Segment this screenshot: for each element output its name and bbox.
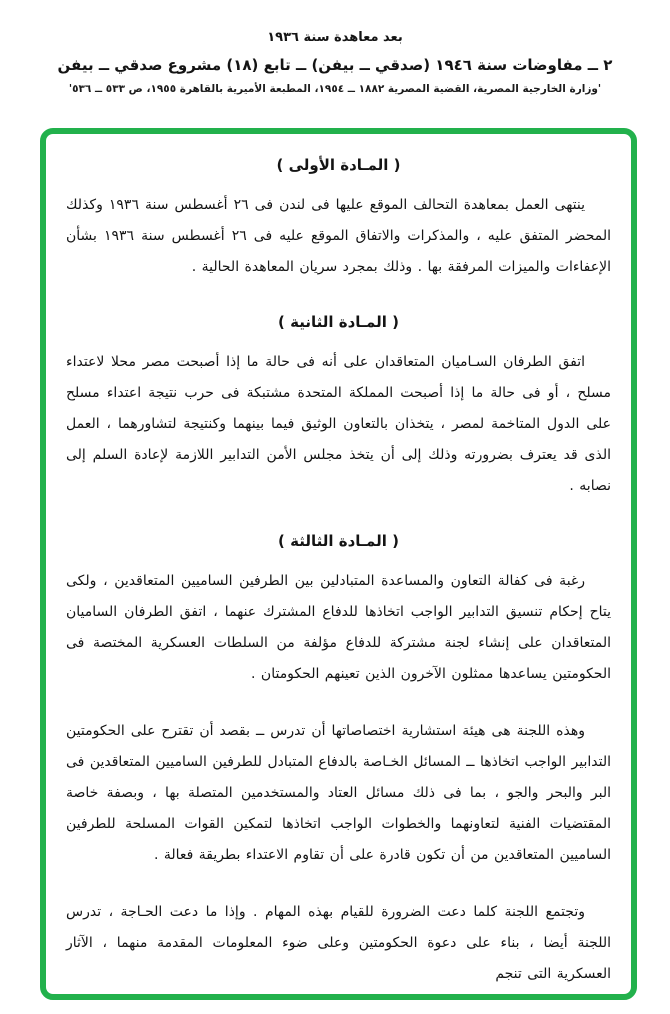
article-three-paragraph-3: وتجتمع اللجنة كلما دعت الضرورة للقيام بهذه المهام . وإذا ما دعت الحـاجة ، تدرس اللجنة أيضا ، بناء على دعوة الحكومتين وعلى ضوء المعلومات المقدمة منهما ، الآثار العسكرية التى تنجم [66,904,611,982]
header-treaty-year-line: بعد معاهدة سنة ١٩٣٦ [267,30,403,45]
article-three [66,532,611,990]
document-header [0,0,670,95]
article-two-paragraph: اتفق الطرفان السـاميان المتعاقدان على أنه فى حالة ما إذا أصبحت مصر محلا لاعتداء مسلح ، أو فى حالة ما إذا أصبحت المملكة المتحدة مشتبكة فى حرب نتيجة اعتداء مسلح على الدول المتاخمة لمصر ، يتخذان بالتعاون الوثيق فيما بينهما وكنتيجة لتشاورهما ، العمل الذى قد يعترف بضرورته وذلك إلى أن يتخذ مجلس الأمن التدابير اللازمة لإعادة السلم إلى نصابه . [66,354,611,494]
article-three-paragraph-2: وهذه اللجنة هى هيئة استشارية اختصاصاتها أن تدرس ــ بقصد أن تقترح على الحكومتين التدابير الواجب اتخاذها ــ المسائل الخـاصة بالدفاع المتبادل للطرفين الساميين المتعاقدين فى البر والبحر والجو ، بما فى ذلك مسائل العتاد والمستخدمين المتصلة بها ، وبصفة خاصة المقتضيات الفنية لتعاونهما والخطوات الواجب اتخاذها لتمكين القوات المسلحة للطرفين الساميين المتعاقدين من أن تكون قادرة على أن تقاوم الاعتداء بطريقة فعالة . [66,723,611,863]
article-one-title: ( المـادة الأولى ) [276,156,401,174]
article-two [66,313,611,502]
article-one-paragraph: ينتهى العمل بمعاهدة التحالف الموقع عليها فى لندن فى ٢٦ أغسطس سنة ١٩٣٦ وكذلك المحضر المتفق عليه ، والمذكرات والاتفاق الموقع عليه فى ٢٦ أغسطس سنة ١٩٣٦ بشأن الإعفاءات والميزات المرفقة بها . وذلك بمجرد سريان المعاهدة الحالية . [66,197,611,275]
article-three-paragraph-1: رغبة فى كفالة التعاون والمساعدة المتبادلين بين الطرفين الساميين المتعاقدين ، ولكى يتاح إحكام تنسيق التدابير الواجب اتخاذها للدفاع المشترك عنهما ، اتفق الطرفان الساميان المتعاقدان على إنشاء لجنة مشتركة للدفاع مؤلفة من السلطات العسكرية المختصة فى الحكومتين يساعدها ممثلون الآخرون الذين تعينهم الحكومتان . [66,573,611,682]
article-one [66,156,611,283]
article-three-title: ( المـادة الثالثة ) [278,532,399,550]
highlight-border-box [40,128,637,1000]
article-two-title: ( المـادة الثانية ) [278,313,399,331]
header-negotiations-title: ٢ ــ مفاوضات سنة ١٩٤٦ (صدقي ــ بيفن) ــ تابع (١٨) مشروع صدقي ــ بيفن [57,56,613,74]
header-source-citation: 'وزارة الخارجية المصرية، القضية المصرية ١٨٨٢ ــ ١٩٥٤، المطبعة الأميرية بالقاهرة ١٩٥٥، ص ٥٣٣ ــ ٥٣٦' [68,83,602,95]
